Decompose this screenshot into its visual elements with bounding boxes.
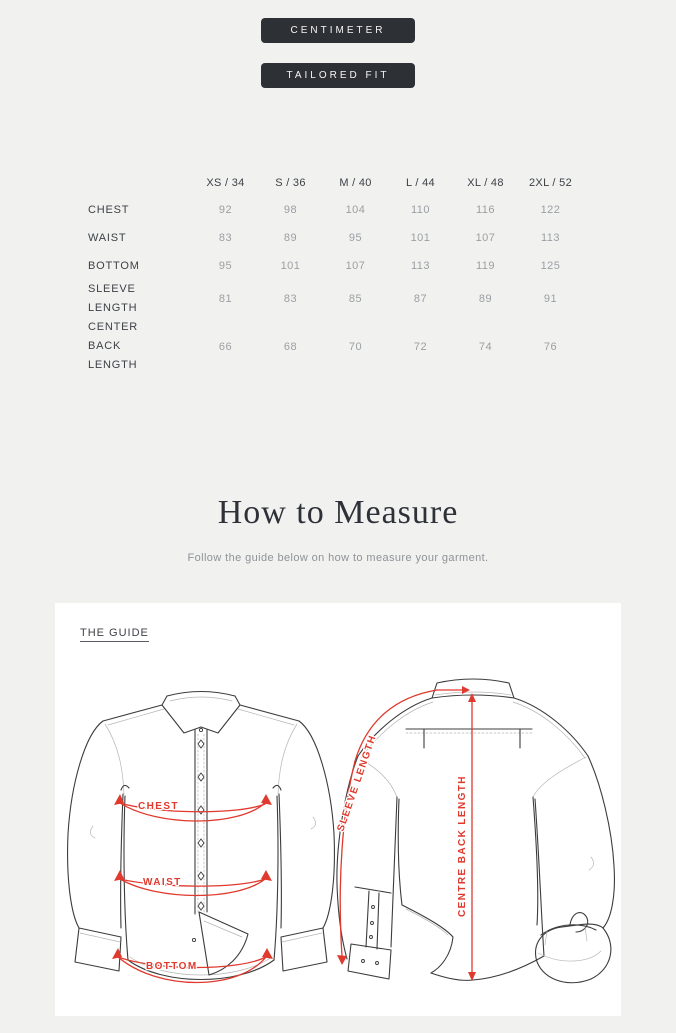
column-header: 2XL / 52 [529, 177, 572, 189]
size-value: 101 [280, 260, 301, 272]
size-value: 83 [283, 293, 298, 305]
back-shirt-diagram [333, 669, 621, 1013]
waist-annotation [114, 870, 272, 896]
size-value: 107 [345, 260, 366, 272]
how-to-measure-title: How to Measure [217, 494, 459, 531]
row-label: BOTTOM [88, 259, 140, 272]
size-value: 125 [540, 260, 561, 272]
guide-label: THE GUIDE [80, 627, 149, 642]
size-value: 74 [478, 340, 493, 353]
bottom-annotation-label: BOTTOM [146, 961, 198, 972]
waist-annotation-label: WAIST [143, 877, 182, 888]
size-value: 116 [475, 204, 496, 216]
row-label: CENTER BACK LENGTH [88, 321, 139, 371]
how-to-measure-subtitle: Follow the guide below on how to measure your garment. [187, 552, 489, 564]
size-value: 83 [218, 232, 233, 244]
size-value: 87 [413, 293, 428, 305]
size-value: 89 [283, 232, 298, 244]
chest-annotation [114, 794, 272, 821]
size-value: 70 [348, 340, 363, 353]
guide-card [55, 603, 621, 1016]
size-value: 68 [283, 340, 298, 353]
row-label: SLEEVE LENGTH [88, 283, 138, 314]
size-value: 89 [478, 293, 493, 305]
size-value: 95 [348, 232, 363, 244]
column-header: XL / 48 [467, 177, 504, 189]
sleeve-length-annotation [335, 686, 470, 965]
size-value: 72 [413, 340, 428, 353]
size-value: 85 [348, 293, 363, 305]
size-value: 107 [475, 232, 496, 244]
row-label: WAIST [88, 231, 127, 244]
size-table [88, 170, 583, 375]
size-value: 113 [540, 232, 561, 244]
sleeve-length-annotation-label: SLEEVE LENGTH [335, 733, 379, 833]
back-shirt-outline [337, 679, 615, 983]
row-label: CHEST [88, 203, 130, 216]
size-value: 101 [410, 232, 431, 244]
front-shirt-diagram [63, 674, 347, 1008]
size-value: 92 [218, 204, 233, 216]
unit-toggle-button[interactable]: CENTIMETER [261, 18, 415, 43]
centre-back-length-annotation-label: CENTRE BACK LENGTH [457, 775, 468, 917]
column-header: M / 40 [339, 177, 372, 189]
size-value: 119 [475, 260, 496, 272]
size-value: 91 [543, 293, 558, 305]
centre-back-length-annotation [457, 693, 476, 981]
size-value: 76 [543, 340, 558, 353]
size-value: 95 [218, 260, 233, 272]
size-value: 104 [345, 204, 366, 216]
size-value: 113 [410, 260, 431, 272]
size-value: 110 [410, 204, 431, 216]
fit-toggle-button[interactable]: TAILORED FIT [261, 63, 415, 88]
chest-annotation-label: CHEST [138, 801, 179, 812]
size-value: 122 [540, 204, 561, 216]
column-header: S / 36 [275, 177, 306, 189]
size-value: 98 [283, 204, 298, 216]
column-header: XS / 34 [206, 177, 245, 189]
front-shirt-outline [68, 692, 335, 980]
size-value: 81 [218, 293, 233, 305]
size-value: 66 [218, 340, 233, 353]
column-header: L / 44 [406, 177, 435, 189]
